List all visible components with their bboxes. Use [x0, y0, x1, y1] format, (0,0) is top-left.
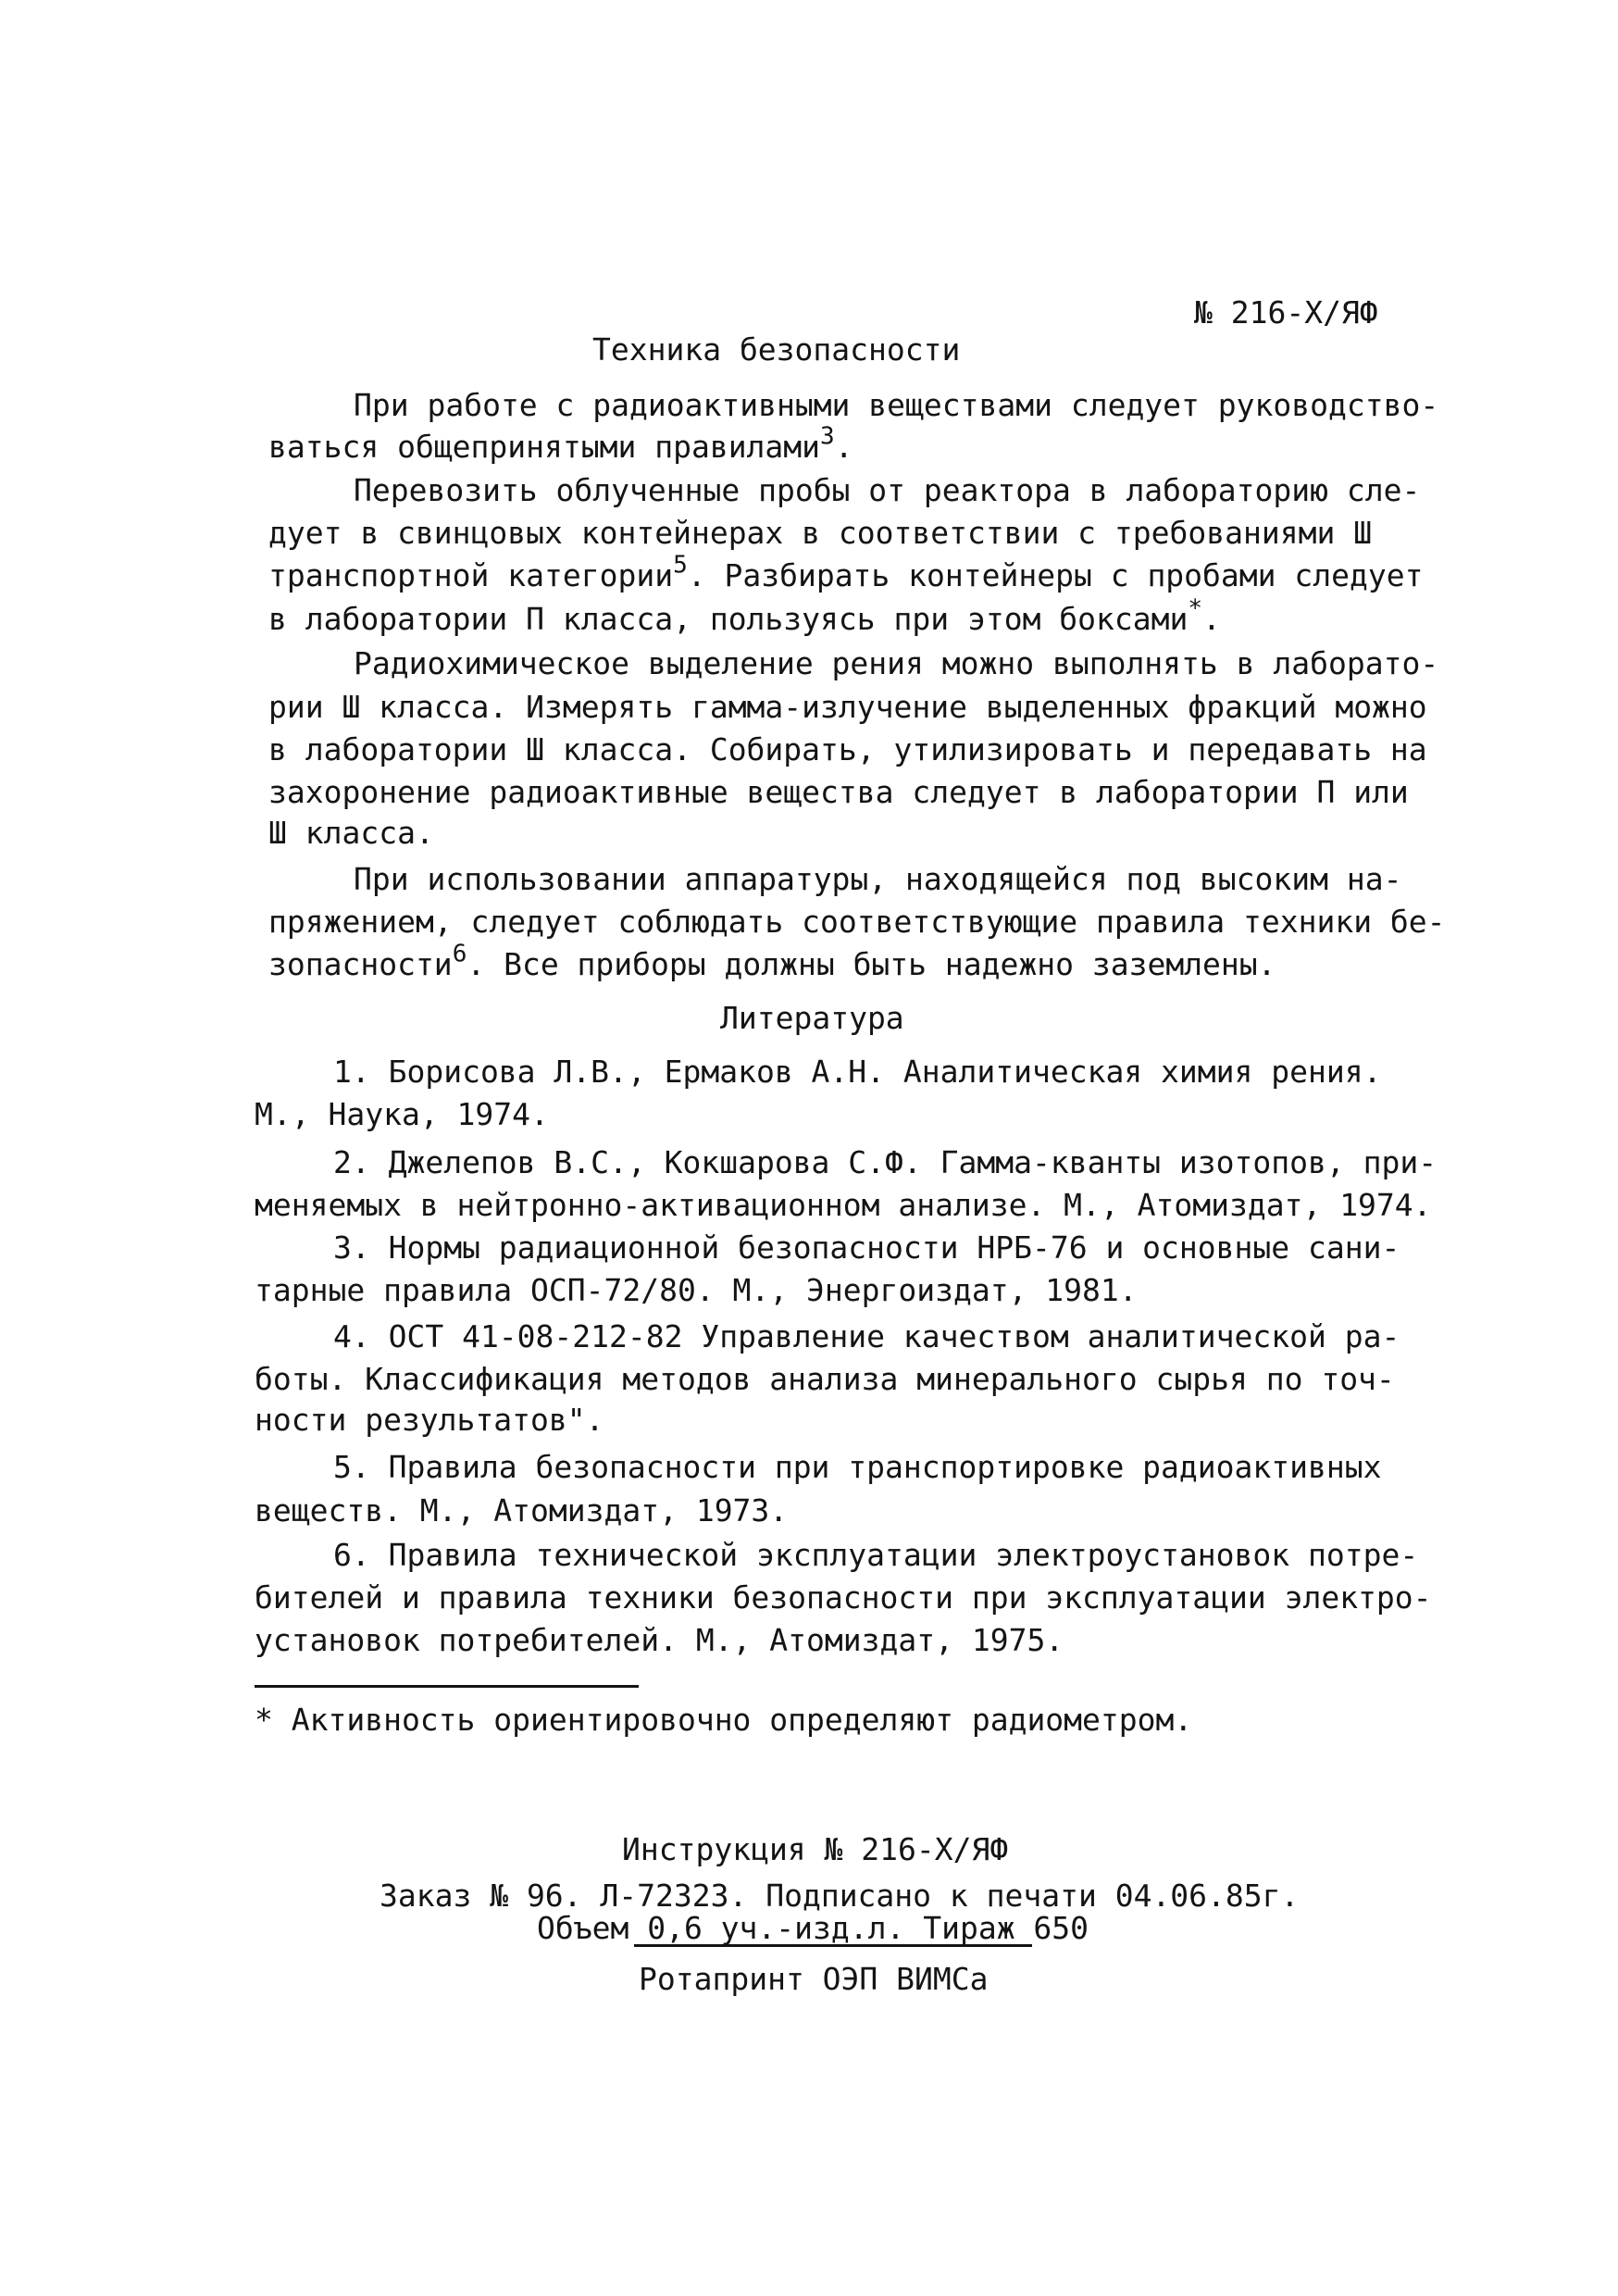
colophon-rule [634, 1944, 1032, 1947]
paragraph-line: Радиохимическое выделение рения можно выполнять в лаборато- [354, 645, 1439, 681]
reference-item: бителей и правила техники безопасности при эксплуатации электро- [255, 1579, 1432, 1616]
paragraph-line: дует в свинцовых контейнерах в соответствии с требованиями Ш [268, 515, 1373, 551]
paragraph-line: Ш класса. [268, 815, 434, 851]
reference-item: боты. Классификация методов анализа минерального сырья по точ- [255, 1361, 1395, 1397]
section-title: Техника безопасности [592, 331, 961, 368]
paragraph-line: зопасности$^6$. Все приборы должны быть надежно заземлены. [268, 940, 1276, 982]
paragraph-line: Перевозить облученные пробы от реактора в лабораторию сле- [354, 472, 1421, 508]
instruction-number: Инструкция № 216-Х/ЯФ [622, 1831, 1009, 1867]
reference-marker: 3 [820, 422, 835, 451]
reference-item: 3. Нормы радиационной безопасности НРБ-76 и основные сани- [333, 1229, 1400, 1266]
paragraph-line: в лаборатории Ш класса. Собирать, утилизировать и передавать на [268, 731, 1427, 767]
reference-item: 1. Борисова Л.В., Ермаков А.Н. Аналитическая химия рения. [333, 1054, 1382, 1090]
references-heading: Литература [720, 1000, 904, 1036]
document-number: № 216-Х/ЯФ [1194, 294, 1378, 331]
paragraph-line: в лаборатории П класса, пользуясь при этом боксами*. [268, 594, 1221, 637]
reference-item: 2. Джелепов В.С., Кокшарова С.Ф. Гамма-кванты изотопов, при- [333, 1144, 1438, 1180]
paragraph-line: рии Ш класса. Измерять гамма-излучение выделенных фракций можно [268, 689, 1427, 725]
paragraph-line: захоронение радиоактивные вещества следует в лаборатории П или [268, 774, 1409, 810]
reference-item: тарные правила ОСП-72/80. М., Энергоиздат, 1981. [255, 1272, 1138, 1308]
reference-marker: 5 [673, 551, 688, 580]
reference-item: 5. Правила безопасности при транспортировке радиоактивных [333, 1449, 1382, 1485]
reference-marker: 6 [452, 940, 467, 968]
reference-item: М., Наука, 1974. [255, 1096, 549, 1132]
paragraph-line: При использовании аппаратуры, находящейся под высоким на- [354, 861, 1402, 897]
paragraph-line: транспортной категории$^5$. Разбирать контейнеры с пробами следует [268, 551, 1424, 593]
reference-item: ности результатов". [255, 1402, 604, 1438]
reference-item: 4. ОСТ 41-08-212-82 Управление качеством аналитической ра- [333, 1318, 1400, 1354]
footnote-rule [255, 1685, 639, 1688]
reference-item: меняемых в нейтронно-активационном анализе. М., Атомиздат, 1974. [255, 1187, 1432, 1223]
reference-item: установок потребителей. М., Атомиздат, 1975. [255, 1622, 1064, 1658]
printer-line: Ротапринт ОЭП ВИМСа [639, 1961, 989, 1997]
reference-item: веществ. М., Атомиздат, 1973. [255, 1492, 789, 1529]
paragraph-line: пряжением, следует соблюдать соответствующие правила техники бе- [268, 904, 1446, 940]
footnote: * Активность ориентировочно определяют радиометром. [255, 1702, 1193, 1738]
volume-line: Объем 0,6 уч.-изд.л. Тираж 650 [537, 1910, 1089, 1946]
paragraph-line: ваться общепринятыми правилами$^3$. [268, 422, 853, 465]
order-line: Заказ № 96. Л-72323. Подписано к печати 04.06.85г. [380, 1878, 1300, 1914]
reference-item: 6. Правила технической эксплуатации электроустановок потре- [333, 1537, 1419, 1573]
paragraph-line: При работе с радиоактивными веществами следует руководство- [354, 387, 1439, 423]
footnote-marker: * [1188, 594, 1203, 623]
